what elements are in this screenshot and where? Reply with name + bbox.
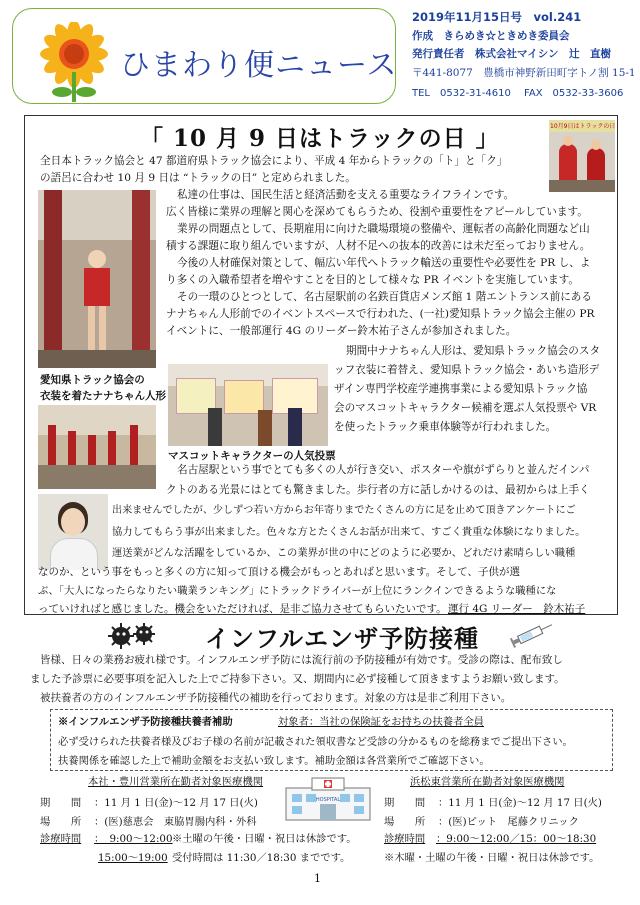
photo-caption-nana-2: 衣装を着たナナちゃん人形 — [40, 390, 166, 402]
article-line: 全日本トラック協会と 47 都道府県トラック協会により、平成 4 年からトラックの「ト」と「ク」 — [40, 155, 508, 167]
hospital-sign: HOSPITAL — [315, 797, 341, 803]
left-note-1: ※土曜の午後・日曜・祝日は休診です。 — [172, 833, 357, 845]
photo-banner-text: 10月9日はトラックの日 — [550, 123, 615, 130]
article-line: なのか、という事をもっと多くの方に知って頂ける機会がもっとあればと思います。そして、子供が選 — [38, 566, 520, 578]
photo-caption-vote: マスコットキャラクターの人気投票 — [168, 450, 336, 462]
article-line: その一環のひとつとして、名古屋駅前の名鉄百貨店メンズ館 1 階エントランス前にある — [177, 291, 592, 303]
article-line: ザイン専門学校産学連携事業による愛知県トラック協 — [334, 383, 588, 395]
article-line: 協力してもらう事が出来ました。色々な方とたくさんお話が出来て、すごく貴重な体験になりました。 — [112, 526, 586, 538]
left-period-label: 期 間 — [40, 797, 82, 809]
mascot-vote-photo — [168, 364, 328, 446]
article-line: ッフ衣装に着替え、愛知県トラック協会・あいち造形デ — [334, 364, 600, 376]
right-period-label: 期 間 — [384, 797, 426, 809]
event-photo-top-right — [549, 120, 615, 192]
author-line: 作成 きらめき☆ときめき委員会 — [412, 30, 570, 42]
hospital-icon — [284, 774, 372, 822]
nana-doll-photo — [38, 190, 156, 368]
right-period: ：11 月 1 日(金)～12 月 17 日(火) — [438, 797, 602, 809]
article-line: 運送業がどんな活躍をしているか、この業界が世の中にどのように必要か、どれだけ素晴らしい職種 — [112, 547, 576, 559]
left-place: ：(医)慈恵会 東脇胃腸内科・外科 — [94, 816, 257, 828]
photo-caption-nana-1: 愛知県トラック協会の — [40, 374, 145, 386]
dependent-line: 必ず受けられた扶養者様及びお子様の名前が記載された領収書など受診の分かるものを総務までご提出下さい。 — [58, 736, 573, 748]
dependent-title: ※インフルエンザ予防接種扶養者補助 — [58, 716, 233, 728]
article-headline: 「 10 月 9 日はトラックの日 」 — [140, 125, 500, 152]
flu-intro-line: 皆様、日々の業務お疲れ様です。インフルエンザ予防には流行前の予防接種が有効です。受診の際は、配布致し — [40, 654, 563, 666]
dependent-line: 扶養関係を確認した上で補助金額をお支払い致します。補助金額は各営業所でご確認下さい。 — [58, 755, 490, 767]
article-line: 会のマスコットキャラクター候補を選ぶ人気投票や VR — [334, 402, 597, 414]
virus-icon — [108, 622, 158, 650]
right-place-label: 場 所 — [384, 816, 426, 828]
contact-line: TEL 0532-31-4610 FAX 0532-33-3606 — [412, 88, 624, 99]
article-line: 期間中ナナちゃん人形は、愛知県トラック協会のスタ — [346, 345, 601, 357]
right-note: ※木曜・土曜の午後・日曜・祝日は休診です。 — [384, 852, 600, 864]
article-line: クトのある光景にはとても驚きました。歩行者の方に話しかけるのは、最初からは上手く — [166, 484, 590, 496]
flu-intro-line: ました予診票に必要事項を記入した上でご持参下さい。又、期間内に必ず接種して頂きますようお願い致します。 — [30, 673, 565, 685]
syringe-icon — [508, 620, 556, 648]
article-line: 名古屋駅という事でとても多くの人が行き交い、ポスターや旗がずらりと並んだインパ — [177, 464, 590, 476]
publisher-line: 発行責任者 株式会社マイシン 辻 直樹 — [412, 48, 612, 60]
flu-intro-line: 被扶養者の方のインフルエンザ予防接種代の補助を行っております。対象の方は是非ご利用下さい。 — [40, 692, 512, 704]
article-line: 私達の仕事は、国民生活と経済活動を支える重要なライフラインです。 — [177, 189, 515, 201]
article-line: 広く皆様に業界の理解と関心を深めてもらうため、役割や重要性をアピールしています。 — [166, 206, 588, 218]
right-place: ：(医)ピット 尾藤クリニック — [438, 816, 579, 828]
left-hours-1: ： 9:00～12:00 — [94, 833, 173, 845]
article-line: ぶ、「大人になったらなりたい職業ランキング」にトラックドライバーが上位にランクインできるような職種にな — [38, 585, 557, 597]
article-line: ナナちゃん人形前でのイベントスペースで行われた、(一社)愛知県トラック協会主催の PR — [166, 308, 595, 320]
left-hours-label: 診療時間 — [40, 833, 82, 845]
right-clinic-title: 浜松東営業所在勤者対象医療機関 — [410, 776, 565, 788]
page-number: 1 — [314, 872, 321, 885]
article-line: 業界の問題点として、長期雇用に向けた職場環境の整備や、運転者の高齢化問題など山 — [177, 223, 590, 235]
address-line: 〒441-8077 豊橋市神野新田町字トノ割 15-1 — [412, 67, 636, 79]
left-note-2: 受付時間は 11:30／18:30 までです。 — [172, 852, 351, 864]
left-period: ：11 月 1 日(金)～12 月 17 日(火) — [94, 797, 258, 809]
leader-portrait-photo — [38, 494, 108, 570]
newsletter-title: ひまわり便ニュース — [120, 48, 398, 83]
left-clinic-title: 本社・豊川営業所在勤者対象医療機関 — [88, 776, 264, 788]
right-hours: ：9:00～12:00／15：00～18:30 — [436, 833, 597, 845]
article-signature: 運行 4G リーダー 鈴木祐子 — [448, 603, 586, 615]
issue-date: 2019年11月15日号 vol.241 — [412, 10, 582, 24]
street-event-photo — [38, 405, 156, 489]
article-line: イベントに、一般部運行 4G のリーダー鈴木祐子さんが参加されました。 — [166, 325, 517, 337]
left-place-label: 場 所 — [40, 816, 82, 828]
left-hours-2: 15:00～19:00 — [98, 852, 168, 864]
article-line: り多くの入職希望者を増やすことを目的として様々な PR イベントを実施しています。 — [166, 274, 579, 286]
dependent-target: 対象者：当社の保険証をお持ちの扶養者全員 — [278, 716, 484, 728]
article-line: 出来ませんでしたが、少しずつ若い方からお年寄りまでたくさんの方に足を止めて頂きアンケートにご — [112, 505, 576, 516]
article-line: 積する課題に取り組んでいますが、人材不足への抜本的改善には未だ至っておりません。 — [166, 240, 591, 252]
article-line: っていければと感じました。機会をいただければ、是非ご協力させてもらいたいです。 — [38, 603, 447, 615]
article-line: 今後の人材確保対策として、幅広い年代へトラック輸送の重要性や必要性を PR し、よ — [177, 257, 591, 269]
article-line: の語呂に合わせ 10 月 9 日は “トラックの日” と定められました。 — [40, 172, 356, 184]
article-line: を使ったトラック乗車体験等が行われました。 — [334, 421, 557, 433]
flu-heading: インフルエンザ予防接種 — [205, 624, 480, 653]
right-hours-label: 診療時間 — [384, 833, 426, 845]
sunflower-icon — [38, 22, 110, 106]
